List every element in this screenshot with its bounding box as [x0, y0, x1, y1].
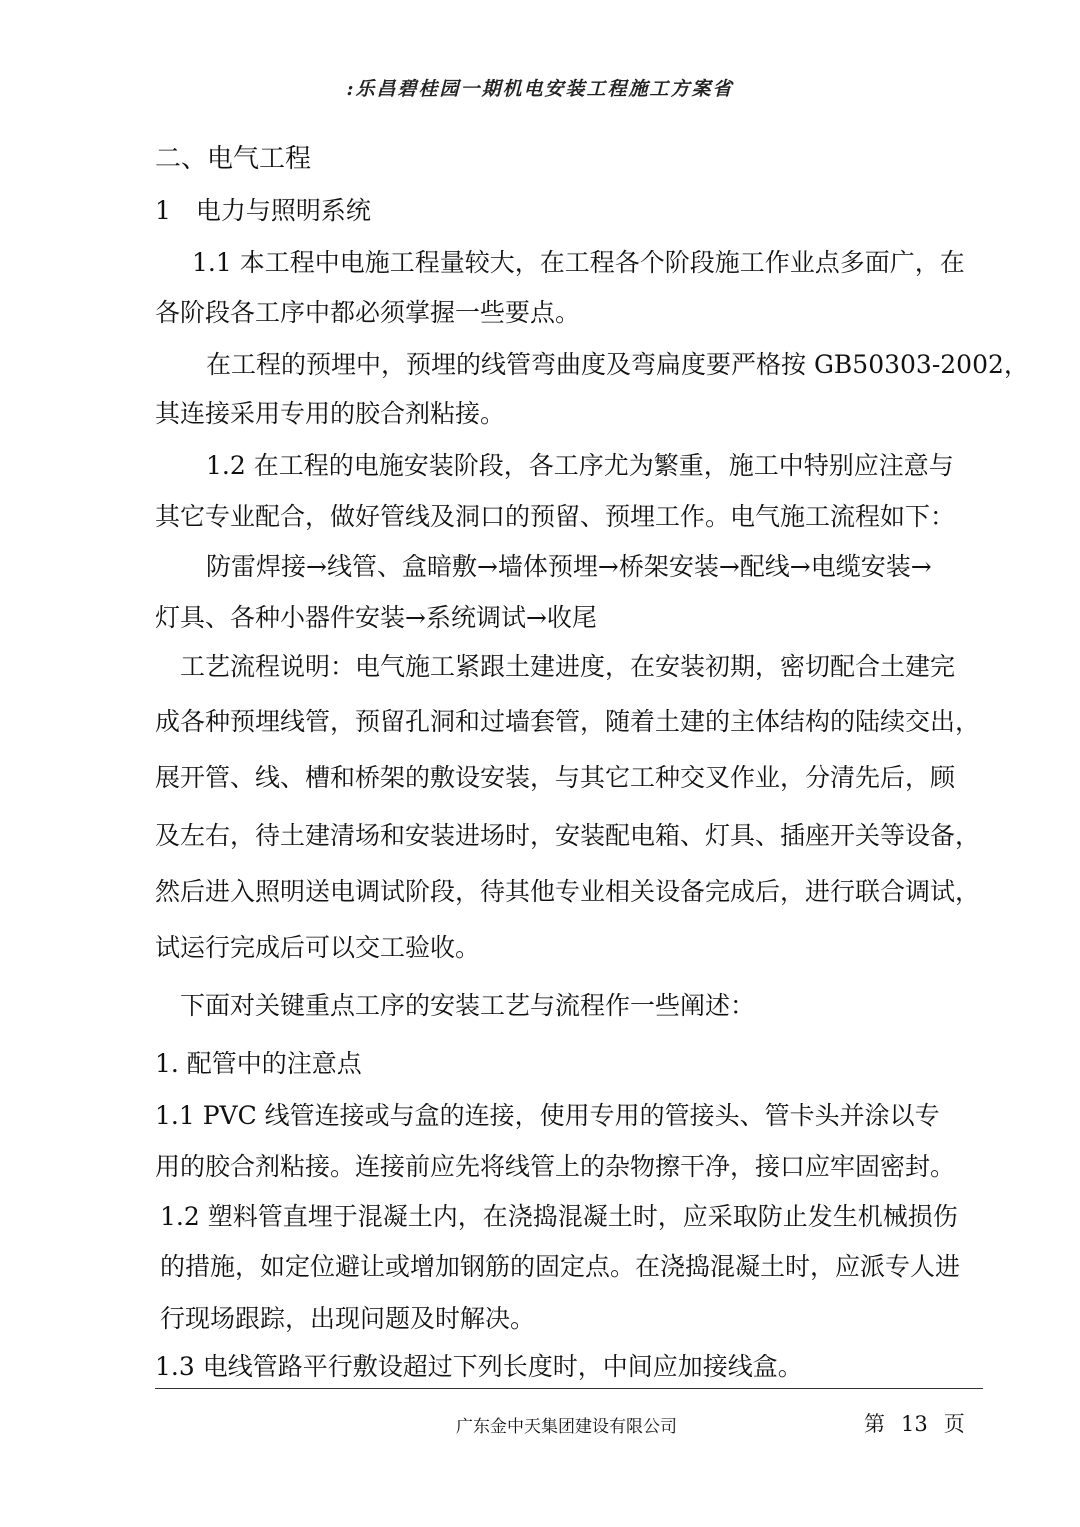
section-title: 二、电气工程	[155, 144, 312, 174]
paragraph-line: 1.2 在工程的电施安装阶段，各工序尤为繁重，施工中特别应注意与	[206, 451, 954, 480]
paragraph-line: 及左右，待土建清场和安装进场时，安装配电箱、灯具、插座开关等设备，	[155, 821, 981, 850]
paragraph-line: 1.1 本工程中电施工程量较大，在工程各个阶段施工作业点多面广，在	[192, 248, 965, 277]
paragraph-line: 其连接采用专用的胶合剂粘接。	[155, 399, 506, 428]
flow-line: 灯具、各种小器件安装→系统调试→收尾	[155, 603, 597, 632]
paragraph-line: 1.2 塑料管直埋于混凝土内，在浇捣混凝土时，应采取防止发生机械损伤	[160, 1202, 958, 1231]
footer-company: 广东金中天集团建设有限公司	[456, 1417, 677, 1437]
page-number	[864, 1408, 965, 1438]
paragraph-line: 试运行完成后可以交工验收。	[155, 933, 481, 962]
paragraph-line: 的措施，如定位避让或增加钢筋的固定点。在浇捣混凝土时，应派专人进	[160, 1252, 961, 1281]
page-number-value: 13	[901, 1412, 928, 1436]
subsection-title: 1 电力与照明系统	[155, 196, 371, 225]
document-header: :乐昌碧桂园一期机电安装工程施工方案省	[346, 78, 734, 100]
page-suffix: 页	[943, 1412, 965, 1436]
page-prefix: 第	[864, 1412, 885, 1436]
paragraph-line: 在工程的预埋中，预埋的线管弯曲度及弯扁度要严格按 GB50303-2002，	[206, 350, 1029, 379]
flow-line: 防雷焊接→线管、盒暗敷→墙体预埋→桥架安装→配线→电缆安装→	[206, 552, 932, 581]
footer-divider	[155, 1388, 983, 1389]
paragraph-line: 各阶段各工序中都必须掌握一些要点。	[155, 298, 581, 327]
paragraph-line: 其它专业配合，做好管线及洞口的预留、预埋工作。电气施工流程如下：	[155, 502, 956, 531]
subsection-title: 1. 配管中的注意点	[155, 1049, 362, 1078]
paragraph-line: 1.3 电线管路平行敷设超过下列长度时，中间应加接线盒。	[155, 1352, 803, 1381]
paragraph-line: 工艺流程说明：电气施工紧跟土建进度，在安装初期，密切配合土建完	[180, 652, 956, 681]
paragraph-line: 然后进入照明送电调试阶段，待其他专业相关设备完成后，进行联合调试，	[155, 877, 981, 906]
paragraph-line: 成各种预埋线管，预留孔洞和过墙套管，随着土建的主体结构的陆续交出，	[155, 707, 981, 736]
paragraph-line: 1.1 PVC 线管连接或与盒的连接，使用专用的管接头、管卡头并涂以专	[155, 1101, 940, 1130]
paragraph-line: 用的胶合剂粘接。连接前应先将线管上的杂物擦干净，接口应牢固密封。	[155, 1152, 956, 1181]
paragraph-line: 行现场跟踪，出现问题及时解决。	[160, 1304, 536, 1333]
paragraph-line: 展开管、线、槽和桥架的敷设安装，与其它工种交叉作业，分清先后，顾	[155, 763, 956, 792]
paragraph-line: 下面对关键重点工序的安装工艺与流程作一些阐述：	[180, 991, 756, 1020]
